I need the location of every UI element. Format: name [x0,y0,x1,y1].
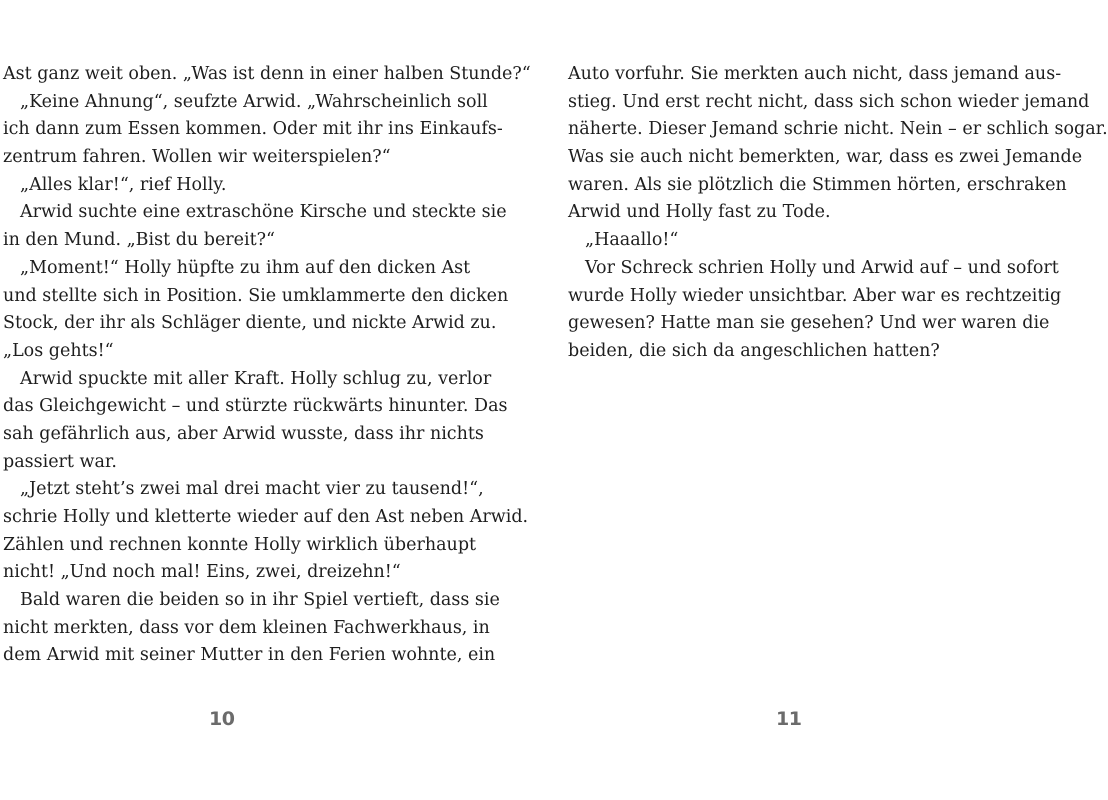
right-page-text [568,61,1108,366]
text-line: nicht merkten, dass vor dem kleinen Fachwerkhaus, in [3,617,490,638]
left-page-text [3,61,531,670]
text-line: Arwid suchte eine extraschöne Kirsche und steckte sie [20,202,507,223]
text-line: schrie Holly und kletterte wieder auf den Ast neben Arwid. [3,507,529,527]
text-line: näherte. Dieser Jemand schrie nicht. Nein – er schlich sogar. [568,119,1108,140]
right-page-number: 11 [776,708,802,730]
text-line: Was sie auch nicht bemerkten, war, dass es zwei Jemande [568,147,1083,168]
text-line: stieg. Und erst recht nicht, dass sich schon wieder jemand [568,91,1090,112]
text-line: Bald waren die beiden so in ihr Spiel vertieft, dass sie [20,590,500,611]
text-line: sah gefährlich aus, aber Arwid wusste, dass ihr nichts [3,423,484,444]
text-line: Vor Schreck schrien Holly und Arwid auf – und sofort [585,257,1059,278]
text-line: „Jetzt steht’s zwei mal drei macht vier zu tausend!“, [20,479,484,500]
text-line: ich dann zum Essen kommen. Oder mit ihr ins Einkaufs- [3,119,503,140]
text-line: Zählen und rechnen konnte Holly wirklich überhaupt [3,534,477,555]
text-line: passiert war. [3,451,117,472]
text-line: „Haaallo!“ [585,230,679,251]
text-line: Arwid und Holly fast zu Tode. [568,202,831,223]
text-line: Stock, der ihr als Schläger diente, und nickte Arwid zu. [3,313,497,334]
text-line: zentrum fahren. Wollen wir weiterspielen?“ [3,147,391,168]
text-line: „Alles klar!“, rief Holly. [20,174,227,195]
text-line: wurde Holly wieder unsichtbar. Aber war es rechtzeitig [568,285,1062,306]
text-line: Arwid spuckte mit aller Kraft. Holly schlug zu, verlor [20,368,492,389]
text-line: Ast ganz weit oben. „Was ist denn in einer halben Stunde?“ [3,64,531,84]
text-line: waren. Als sie plötzlich die Stimmen hörten, erschraken [568,174,1067,195]
text-line: „Moment!“ Holly hüpfte zu ihm auf den dicken Ast [20,257,471,278]
text-line: „Los gehts!“ [3,340,114,361]
left-page-number: 10 [209,708,235,730]
text-line: das Gleichgewicht – und stürzte rückwärts hinunter. Das [3,396,508,417]
text-line: nicht! „Und noch mal! Eins, zwei, dreizehn!“ [3,562,401,583]
text-line: beiden, die sich da angeschlichen hatten? [568,340,940,361]
text-line: gewesen? Hatte man sie gesehen? Und wer waren die [568,313,1050,334]
text-line: Auto vorfuhr. Sie merkten auch nicht, dass jemand aus- [568,64,1062,84]
text-line: dem Arwid mit seiner Mutter in den Ferien wohnte, ein [3,645,496,666]
text-line: in den Mund. „Bist du bereit?“ [3,230,275,251]
text-line: „Keine Ahnung“, seufzte Arwid. „Wahrscheinlich soll [20,91,488,112]
text-line: und stellte sich in Position. Sie umklammerte den dicken [3,285,509,306]
